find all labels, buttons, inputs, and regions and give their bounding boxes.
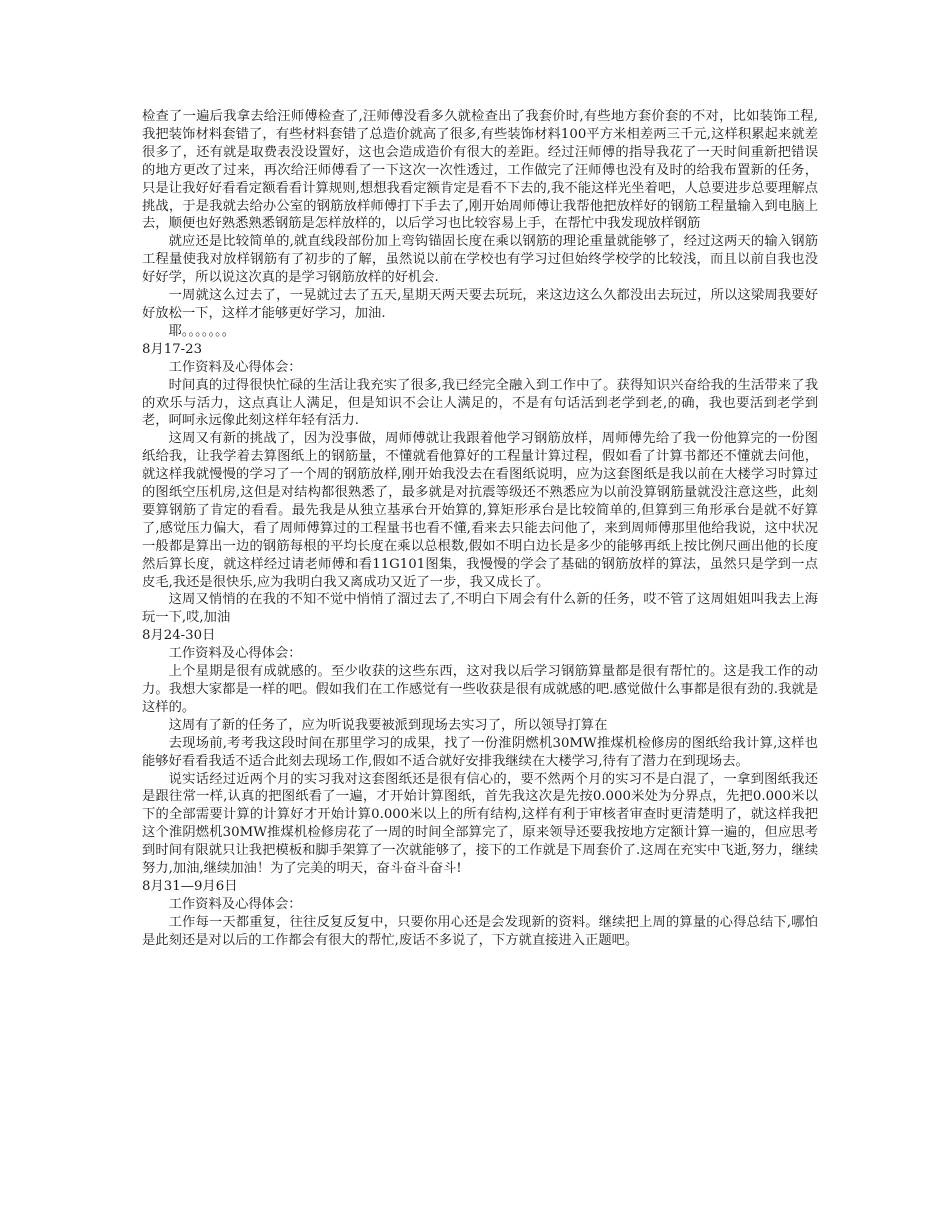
- paragraph: 耶。。。。。。。: [168, 323, 236, 339]
- section-label: 工作资料及心得体会：: [168, 359, 302, 375]
- paragraph: 检查了一遍后我拿去给汪师傅检查了,汪师傅没看多久就检查出了我套价时,有些地方套价套的不对，比如装饰工程,我把装饰材料套错了，有些材料套错了总造价就高了很多,有些装饰材料100平方米相差两三千元,这样积累起来就差很多了，还有就是取费表没设置好，这也会造成造价有很大的差距。经过汪师傅的指导我花了一天时间重新把错误的地方更改了过来，再次给汪师傅看了一下这次一次性透过，工作做完了汪师傅也没有及时的给我布置新的任务，只是让我好好看看定额看看计算规则,想想我看定额肯定是看不下去的,我不能这样光坐着吧，人总要进步总要理解点挑战，于是我就去给办公室的钢筋放样师傅打下手去了,刚开始周师傅让我帮他把放样好的钢筋工程量输入到电脑上去，顺便也好熟悉熟悉钢筋是怎样放样的，以后学习也比较容易上手，在帮忙中我发现放样钢筋: [142, 109, 818, 232]
- paragraph: 工作每一天都重复，往往反复反复中，只要你用心还是会发现新的资料。继续把上周的算量的心得总结下,哪怕是此刻还是对以后的工作都会有很大的帮忙,废话不多说了，下方就直接进入正题吧。: [142, 914, 818, 948]
- paragraph: 这周又有新的挑战了，因为没事做，周师傅就让我跟着他学习钢筋放样，周师傅先给了我一份他算完的一份图纸给我，让我学着去算图纸上的钢筋量，不懂就看他算好的工程量计算过程，假如看了计算书都还不懂就去问他，就这样我就慢慢的学习了一个周的钢筋放样,刚开始我没去在看图纸说明，应为这套图纸是我以前在大楼学习时算过的图纸空压机房,这但是对结构都很熟悉了，最多就是对抗震等级还不熟悉应为以前没算钢筋量就没注意这些，此刻要算钢筋了肯定的看看。最先我是从独立基承台开始算的,算矩形承台是比较简单的,但算到三角形承台是就不好算了,感觉压力偏大，看了周师傅算过的工程量书也看不懂,看来去只能去问他了，来到周师傅那里他给我说，这中状况一般都是算出一边的钢筋每根的平均长度在乘以总根数,假如不明白边长是多少的能够再纸上按比例尺画出他的长度然后算长度，就这样经过请老师傅和看11G101图集，我慢慢的学会了基础的钢筋放样的算法，虽然只是学到一点皮毛,我还是很快乐,应为我明白我又离成功又近了一步，我又成长了。: [142, 431, 818, 590]
- date-heading: 8月17-23: [142, 341, 203, 357]
- paragraph: 这周又悄悄的在我的不知不觉中悄悄了溜过去了,不明白下周会有什么新的任务，哎不管了这周姐姐叫我去上海玩一下,哎,加油: [142, 592, 818, 626]
- section-label: 工作资料及心得体会：: [168, 646, 302, 662]
- paragraph: 一周就这么过去了，一晃就过去了五天,星期天两天要去玩玩，来这边这么久都没出去玩过，所以这梁周我要好好放松一下，这样才能够更好学习，加油.: [142, 288, 818, 321]
- date-heading: 8月24-30日: [142, 628, 216, 644]
- paragraph: 说实话经过近两个月的实习我对这套图纸还是很有信心的，要不然两个月的实习不是白混了，一拿到图纸我还是跟往常一样,认真的把图纸看了一遍，才开始计算图纸，首先我这次是先按0.000米处为分界点，先把0.000米以下的全部需要计算的计算好才开始计算0.000米以上的所有结构,这样有利于审核者审查时更清楚明了，就这样我把这个淮阴燃机30MW推煤机检修房花了一周的时间全部算完了，原来领导还要我按地方定额计算一遍的，但应思考到时间有限就只让我把模板和脚手架算了一次就能够了，接下的工作就是下周套价了.这周在充实中飞逝,努力，继续努力,加油,继续加油！为了完美的明天，奋斗奋斗奋斗!: [142, 771, 818, 877]
- paragraph: 去现场前,考考我这段时间在那里学习的成果，找了一份淮阴燃机30MW推煤机检修房的图纸给我计算,这样也能够好看看我适不适合此刻去现场工作,假如不适合就好安排我继续在大楼学习,待有了潜力在到现场去。: [142, 735, 818, 769]
- paragraph: 上个星期是很有成就感的。至少收获的这些东西，这对我以后学习钢筋算量都是很有帮忙的。这是我工作的动力。我想大家都是一样的吧。假如我们在工作感觉有一些收获是很有成就感的吧.感觉做什么事都是很有劲的.我就是这样的。: [142, 664, 818, 715]
- paragraph: 这周有了新的任务了，应为听说我要被派到现场去实习了，所以领导打算在: [168, 717, 608, 733]
- paragraph: 时间真的过得很快忙碌的生活让我充实了很多,我已经完全融入到工作中了。获得知识兴奋给我的生活带来了我的欢乐与活力，这点真让人满足，但是知识不会让人满足的，不是有句话活到老学到老,的确，我也要活到老学到老，呵呵永远像此刻这样年轻有活力.: [142, 377, 818, 429]
- paragraph: 就应还是比较简单的,就直线段部份加上弯钩锚固长度在乘以钢筋的理论重量就能够了，经过这两天的输入钢筋工程量使我对放样钢筋有了初步的了解，虽然说以前在学校也有学习过但始终学校学的比较浅，而且以前自我也没好好学，所以说这次真的是学习钢筋放样的好机会.: [142, 234, 818, 286]
- section-label: 工作资料及心得体会：: [168, 896, 302, 912]
- date-heading: 8月31—9月6日: [142, 878, 238, 894]
- document-page: [142, 108, 818, 950]
